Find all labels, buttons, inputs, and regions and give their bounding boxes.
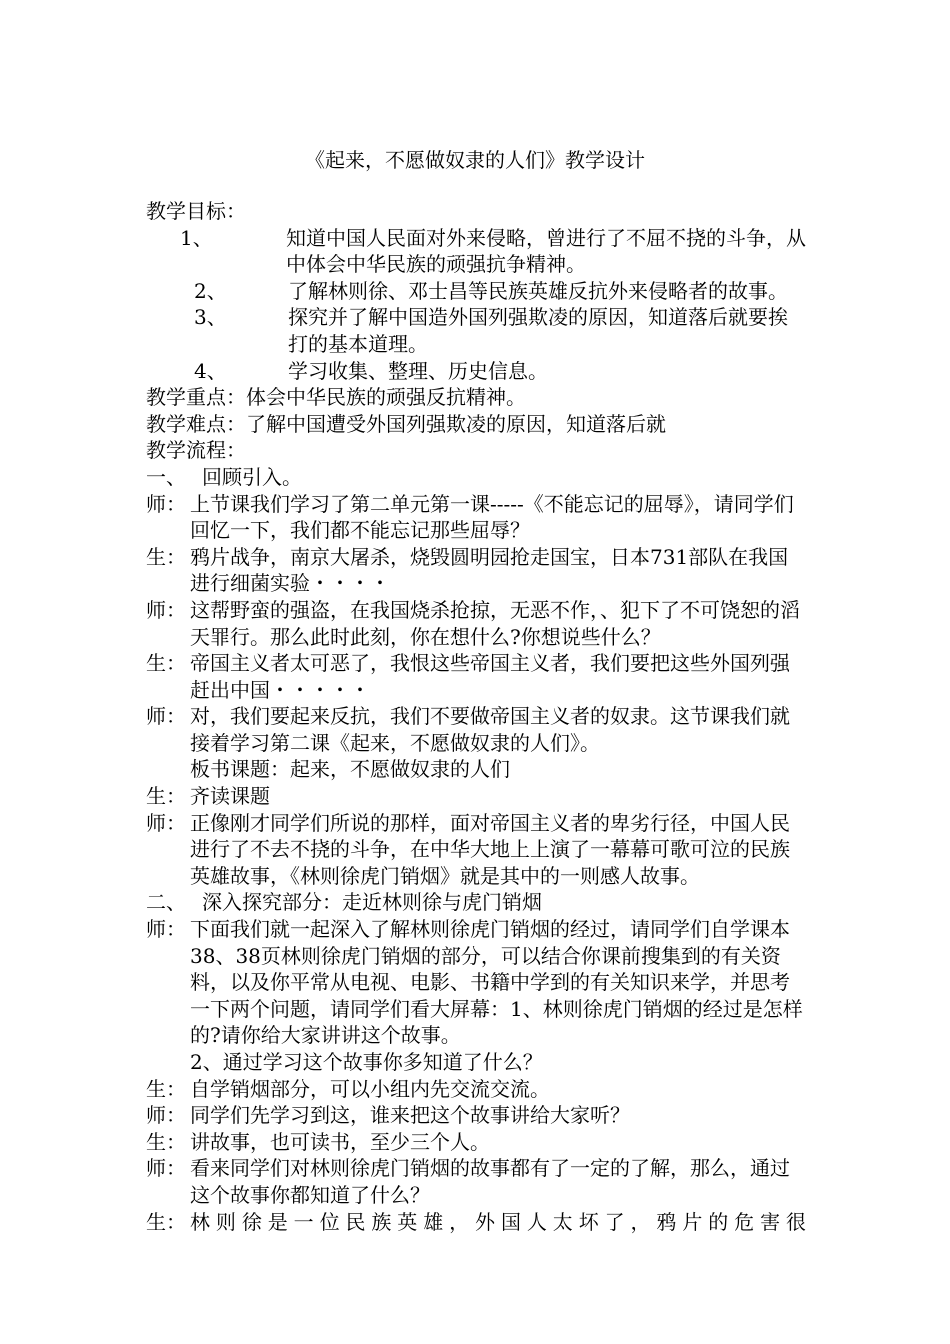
key-point: 教学重点：体会中华民族的顽强反抗精神。 [146, 385, 526, 410]
speaker-teacher: 师： [146, 1156, 186, 1181]
page-title: 《起来，不愿做奴隶的人们》教学设计 [305, 148, 645, 172]
objective-item-3 [146, 304, 806, 357]
process-heading: 教学流程： [146, 438, 246, 463]
speaker-teacher: 师： [146, 917, 186, 942]
dialogue-text: 林则徐是一位民族英雄，外国人太坏了，鸦片的危害很 [190, 1209, 806, 1234]
dialogue-line [146, 810, 806, 890]
objective-number: 2、 [194, 278, 227, 303]
objective-number: 3、 [194, 305, 227, 330]
dialogue-line [146, 491, 806, 544]
section-number: 二、 [146, 890, 186, 915]
section-heading-1 [146, 464, 806, 491]
dialogue-line [146, 1102, 806, 1129]
speaker-teacher: 师： [146, 704, 186, 729]
dialogue-line [146, 1129, 806, 1156]
dialogue-line [146, 1076, 806, 1103]
dialogue-text: 对，我们要起来反抗，我们不要做帝国主义者的奴隶。这节课我们就接着学习第二课《起来，不愿做奴隶的人们》。 [190, 704, 790, 755]
objective-number: 1、 [180, 225, 213, 250]
dialogue-text: 自学销烟部分，可以小组内先交流交流。 [190, 1076, 550, 1101]
objective-item-1 [146, 225, 806, 278]
objectives-heading: 教学目标： [146, 199, 246, 223]
question-two: 2、通过学习这个故事你多知道了什么？ [190, 1050, 543, 1074]
dialogue-text: 齐读课题 [190, 784, 270, 809]
dialogue-line [146, 650, 806, 703]
section-heading-2 [146, 889, 806, 916]
speaker-student: 生： [146, 1209, 186, 1234]
section-number: 一、 [146, 464, 186, 489]
speaker-student: 生： [146, 1076, 186, 1101]
section-title: 深入探究部分：走近林则徐与虎门销烟 [202, 890, 542, 915]
dialogue-line [146, 783, 806, 810]
speaker-student: 生： [146, 544, 186, 569]
dialogue-text: 讲故事，也可读书，至少三个人。 [190, 1129, 490, 1154]
dialogue-text: 鸦片战争，南京大屠杀，烧毁圆明园抢走国宝，日本731部队在我国进行细菌实验・・・・ [190, 544, 789, 596]
dialogue-line [146, 1209, 806, 1236]
speaker-student: 生： [146, 651, 186, 676]
objective-text: 了解林则徐、邓士昌等民族英雄反抗外来侵略者的故事。 [288, 278, 788, 303]
objective-item-4 [146, 358, 806, 385]
speaker-teacher: 师： [146, 491, 186, 516]
difficult-point: 教学难点：了解中国遭受外国列强欺凌的原因，知道落后就 [146, 411, 666, 436]
dialogue-text: 同学们先学习到这，谁来把这个故事讲给大家听？ [190, 1103, 630, 1128]
dialogue-text: 上节课我们学习了第二单元第一课-----《不能忘记的屈辱》，请同学们回忆一下，我们都不能忘记那些屈辱？ [190, 491, 794, 543]
dialogue-line [146, 1155, 806, 1208]
speaker-student: 生： [146, 784, 186, 809]
dialogue-line [146, 703, 806, 756]
objective-text: 学习收集、整理、历史信息。 [288, 358, 548, 383]
speaker-teacher: 师： [146, 810, 186, 835]
objective-item-2 [146, 278, 806, 305]
section-title: 回顾引入。 [202, 464, 302, 489]
dialogue-text: 帝国主义者太可恶了，我恨这些帝国主义者，我们要把这些外国列强赶出中国・・・・・ [190, 651, 790, 702]
objective-text: 知道中国人民面对外来侵略，曾进行了不屈不挠的斗争，从中体会中华民族的顽强抗争精神。 [286, 225, 806, 277]
speaker-student: 生： [146, 1129, 186, 1154]
objective-text: 探究并了解中国造外国列强欺凌的原因，知道落后就要挨打的基本道理。 [288, 305, 788, 356]
speaker-teacher: 师： [146, 597, 186, 622]
speaker-teacher: 师： [146, 1103, 186, 1128]
dialogue-text: 看来同学们对林则徐虎门销烟的故事都有了一定的了解，那么，通过这个故事你都知道了什么？ [190, 1156, 790, 1207]
board-title-note: 板书课题：起来，不愿做奴隶的人们 [190, 757, 510, 782]
dialogue-line [146, 544, 806, 597]
document-body [146, 198, 823, 1235]
dialogue-line [146, 597, 806, 650]
objective-number: 4、 [194, 358, 227, 383]
dialogue-text: 这帮野蛮的强盗，在我国烧杀抢掠，无恶不作，、犯下了不可饶恕的滔天罪行。那么此时此刻，你在想什么?你想说些什么？ [190, 597, 800, 649]
dialogue-line [146, 916, 823, 1049]
dialogue-text: 下面我们就一起深入了解林则徐虎门销烟的经过，请同学们自学课本38、38页林则徐虎门销烟的部分，可以结合你课前搜集到的有关资料，以及你平常从电视、电影、书籍中学到的有关知识来学，并思考一下两个问题，请同学们看大屏幕：1、林则徐虎门销烟的经过是怎样 的?请你给大家讲讲这个故事。 [190, 917, 823, 1048]
dialogue-text: 正像刚才同学们所说的那样，面对帝国主义者的卑劣行径，中国人民进行了不去不挠的斗争，在中华大地上上演了一幕幕可歌可泣的民族英雄故事，《林则徐虎门销烟》就是其中的一则感人故事。 [190, 810, 790, 888]
